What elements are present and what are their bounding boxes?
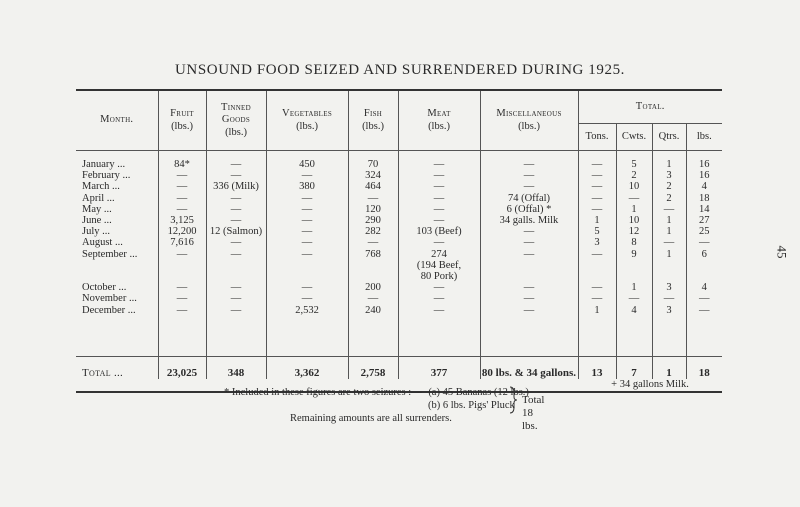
misc-cell: — bbox=[480, 249, 578, 260]
fruit-cell: — bbox=[158, 170, 206, 181]
veg-cell: — bbox=[266, 170, 348, 181]
cwts-cell: 9 bbox=[616, 249, 652, 260]
tinned-cell: — bbox=[206, 159, 266, 170]
table-row bbox=[76, 305, 722, 316]
total-meat: 377 bbox=[398, 356, 480, 379]
total-fruit: 23,025 bbox=[158, 356, 206, 379]
lbs-cell: 14 bbox=[686, 204, 722, 215]
header-fish: Fish (lbs.) bbox=[348, 90, 398, 151]
table-row bbox=[76, 260, 722, 271]
table-row bbox=[76, 181, 722, 192]
meat-cell: — bbox=[398, 170, 480, 181]
veg-cell bbox=[266, 271, 348, 282]
qtrs-cell: 1 bbox=[652, 159, 686, 170]
month-cell: July ... bbox=[82, 226, 111, 238]
table-row bbox=[76, 237, 722, 248]
meat-cell: — bbox=[398, 282, 480, 293]
table-row bbox=[76, 271, 722, 282]
fish-cell: — bbox=[348, 293, 398, 304]
lbs-cell: 4 bbox=[686, 282, 722, 293]
cwts-cell: 2 bbox=[616, 170, 652, 181]
qtrs-cell: 2 bbox=[652, 193, 686, 204]
header-qtrs: Qtrs. bbox=[652, 124, 686, 151]
cwts-cell: 10 bbox=[616, 215, 652, 226]
qtrs-cell: — bbox=[652, 237, 686, 248]
lbs-cell: 6 bbox=[686, 249, 722, 260]
misc-cell bbox=[480, 260, 578, 271]
fruit-cell: — bbox=[158, 193, 206, 204]
cwts-cell: 1 bbox=[616, 282, 652, 293]
veg-cell bbox=[266, 260, 348, 271]
tons-cell: — bbox=[578, 204, 616, 215]
footnote-item-b: (b) 6 lbs. Pigs' Pluck bbox=[428, 400, 515, 411]
fish-cell: 282 bbox=[348, 226, 398, 237]
veg-cell: — bbox=[266, 293, 348, 304]
misc-cell: — bbox=[480, 237, 578, 248]
month-cell: February ... bbox=[82, 170, 131, 182]
tinned-cell: — bbox=[206, 237, 266, 248]
fish-cell: 200 bbox=[348, 282, 398, 293]
fruit-cell bbox=[158, 271, 206, 282]
tinned-cell: — bbox=[206, 193, 266, 204]
month-cell: September ... bbox=[82, 248, 138, 260]
meat-cell: 103 (Beef) bbox=[398, 226, 480, 237]
veg-cell: 450 bbox=[266, 159, 348, 170]
veg-cell: 380 bbox=[266, 181, 348, 192]
tinned-cell: — bbox=[206, 282, 266, 293]
total-label: Total ... bbox=[76, 356, 158, 379]
lbs-cell: — bbox=[686, 305, 722, 316]
month-cell: March ... bbox=[82, 181, 120, 193]
veg-cell: — bbox=[266, 226, 348, 237]
header-total: Total. bbox=[578, 90, 722, 124]
veg-cell: — bbox=[266, 215, 348, 226]
fish-cell: 240 bbox=[348, 305, 398, 316]
table-row bbox=[76, 226, 722, 237]
header-tinned-goods: Tinned Goods (lbs.) bbox=[206, 90, 266, 151]
fish-cell: — bbox=[348, 237, 398, 248]
qtrs-cell: 1 bbox=[652, 249, 686, 260]
misc-cell bbox=[480, 271, 578, 282]
qtrs-cell bbox=[652, 271, 686, 282]
cwts-cell: 5 bbox=[616, 159, 652, 170]
meat-cell: — bbox=[398, 237, 480, 248]
total-row bbox=[76, 356, 722, 379]
month-cell: January ... bbox=[82, 159, 126, 170]
total-tons: 13 bbox=[578, 356, 616, 379]
total-fish: 2,758 bbox=[348, 356, 398, 379]
tinned-cell: — bbox=[206, 204, 266, 215]
veg-cell: — bbox=[266, 237, 348, 248]
veg-cell: — bbox=[266, 282, 348, 293]
lbs-cell: 16 bbox=[686, 170, 722, 181]
month-cell: December ... bbox=[82, 304, 136, 316]
misc-cell: 74 (Offal) bbox=[480, 193, 578, 204]
fish-cell: 290 bbox=[348, 215, 398, 226]
tons-cell: — bbox=[578, 181, 616, 192]
header-vegetables: Vegetables (lbs.) bbox=[266, 90, 348, 151]
qtrs-cell: 3 bbox=[652, 282, 686, 293]
lbs-cell: — bbox=[686, 237, 722, 248]
footnote bbox=[224, 386, 545, 432]
meat-cell: — bbox=[398, 204, 480, 215]
footnote-intro: * Included in these figures are two seizures :— (a) 45 Bananas (12 lbs.) bbox=[224, 387, 529, 398]
tons-cell: 1 bbox=[578, 215, 616, 226]
header-fruit: Fruit (lbs.) bbox=[158, 90, 206, 151]
cwts-cell: 8 bbox=[616, 237, 652, 248]
qtrs-cell: 1 bbox=[652, 226, 686, 237]
fruit-cell: — bbox=[158, 282, 206, 293]
fruit-cell: 7,616 bbox=[158, 237, 206, 248]
misc-cell: 6 (Offal) * bbox=[480, 204, 578, 215]
month-cell: June ... bbox=[82, 215, 112, 227]
header-cwts: Cwts. bbox=[616, 124, 652, 151]
table-row bbox=[76, 215, 722, 226]
tons-cell: — bbox=[578, 293, 616, 304]
page-number: 45 bbox=[774, 245, 790, 259]
month-cell: August ... bbox=[82, 237, 123, 249]
tinned-cell: — bbox=[206, 215, 266, 226]
tons-cell: — bbox=[578, 159, 616, 170]
veg-cell: — bbox=[266, 249, 348, 260]
meat-cell: — bbox=[398, 181, 480, 192]
lbs-cell: 27 bbox=[686, 215, 722, 226]
tons-cell: — bbox=[578, 249, 616, 260]
table-row bbox=[76, 170, 722, 181]
month-cell: May ... bbox=[82, 203, 112, 215]
misc-cell: — bbox=[480, 282, 578, 293]
misc-cell: — bbox=[480, 293, 578, 304]
qtrs-cell: 3 bbox=[652, 305, 686, 316]
header-tons: Tons. bbox=[578, 124, 616, 151]
header-meat: Meat (lbs.) bbox=[398, 90, 480, 151]
misc-cell: — bbox=[480, 305, 578, 316]
total-misc: 80 lbs. & 34 gallons. bbox=[480, 356, 578, 379]
fish-cell: 464 bbox=[348, 181, 398, 192]
lbs-cell: 25 bbox=[686, 226, 722, 237]
tons-cell: 5 bbox=[578, 226, 616, 237]
tons-cell bbox=[578, 271, 616, 282]
lbs-cell: — bbox=[686, 293, 722, 304]
cwts-cell: — bbox=[616, 193, 652, 204]
tons-cell bbox=[578, 260, 616, 271]
qtrs-cell bbox=[652, 260, 686, 271]
cwts-cell: — bbox=[616, 293, 652, 304]
table-row bbox=[76, 293, 722, 304]
header-lbs: lbs. bbox=[686, 124, 722, 151]
tinned-cell bbox=[206, 271, 266, 282]
table-row bbox=[76, 204, 722, 215]
veg-cell: 2,532 bbox=[266, 305, 348, 316]
fruit-cell: 84* bbox=[158, 159, 206, 170]
fruit-cell: — bbox=[158, 305, 206, 316]
qtrs-cell: — bbox=[652, 204, 686, 215]
month-cell: April ... bbox=[82, 192, 115, 204]
header-month: Month. bbox=[76, 90, 158, 151]
tinned-cell bbox=[206, 260, 266, 271]
misc-cell: 34 galls. Milk bbox=[480, 215, 578, 226]
month-cell: November ... bbox=[82, 293, 137, 305]
fish-cell: 768 bbox=[348, 249, 398, 260]
fruit-cell: — bbox=[158, 204, 206, 215]
fruit-cell: — bbox=[158, 181, 206, 192]
meat-cell: 274 bbox=[398, 249, 480, 260]
cwts-cell: 10 bbox=[616, 181, 652, 192]
fish-cell bbox=[348, 271, 398, 282]
meat-cell: — bbox=[398, 193, 480, 204]
tons-cell: 1 bbox=[578, 305, 616, 316]
fruit-cell: 3,125 bbox=[158, 215, 206, 226]
meat-cell: — bbox=[398, 305, 480, 316]
total-milk-note: + 34 gallons Milk. bbox=[578, 379, 722, 392]
cwts-cell bbox=[616, 260, 652, 271]
table-row bbox=[76, 282, 722, 293]
tinned-cell: — bbox=[206, 170, 266, 181]
meat-cell: (194 Beef, bbox=[398, 260, 480, 271]
tinned-cell: — bbox=[206, 293, 266, 304]
lbs-cell: 16 bbox=[686, 159, 722, 170]
month-cell bbox=[76, 271, 158, 282]
qtrs-cell: 2 bbox=[652, 181, 686, 192]
qtrs-cell: — bbox=[652, 293, 686, 304]
fish-cell: 70 bbox=[348, 159, 398, 170]
tinned-cell: 336 (Milk) bbox=[206, 181, 266, 192]
misc-cell: — bbox=[480, 226, 578, 237]
food-seized-table bbox=[76, 89, 722, 393]
lbs-cell: 18 bbox=[686, 193, 722, 204]
footnote-remaining: Remaining amounts are all surrenders. bbox=[290, 413, 452, 424]
fruit-cell: — bbox=[158, 293, 206, 304]
table-row bbox=[76, 159, 722, 170]
table-row bbox=[76, 249, 722, 260]
footnote-item-a: (a) 45 Bananas (12 lbs.) bbox=[428, 387, 529, 398]
total-lbs: 18 bbox=[686, 356, 722, 379]
meat-cell: — bbox=[398, 215, 480, 226]
cwts-cell: 1 bbox=[616, 204, 652, 215]
fruit-cell: 12,200 bbox=[158, 226, 206, 237]
cwts-cell bbox=[616, 271, 652, 282]
fish-cell: 324 bbox=[348, 170, 398, 181]
lbs-cell bbox=[686, 271, 722, 282]
meat-cell: — bbox=[398, 293, 480, 304]
total-qtrs: 1 bbox=[652, 356, 686, 379]
footnote-total: Total 18 lbs. bbox=[522, 394, 545, 432]
fish-cell bbox=[348, 260, 398, 271]
table-row bbox=[76, 193, 722, 204]
veg-cell: — bbox=[266, 193, 348, 204]
lbs-cell: 4 bbox=[686, 181, 722, 192]
tinned-cell: 12 (Salmon) bbox=[206, 226, 266, 237]
tons-cell: — bbox=[578, 193, 616, 204]
misc-cell: — bbox=[480, 159, 578, 170]
month-cell bbox=[76, 260, 158, 271]
total-cwts: 7 bbox=[616, 356, 652, 379]
tons-cell: — bbox=[578, 170, 616, 181]
meat-cell: — bbox=[398, 159, 480, 170]
month-cell: October ... bbox=[82, 282, 127, 294]
tons-cell: — bbox=[578, 282, 616, 293]
cwts-cell: 4 bbox=[616, 305, 652, 316]
fish-cell: — bbox=[348, 193, 398, 204]
veg-cell: — bbox=[266, 204, 348, 215]
tinned-cell: — bbox=[206, 305, 266, 316]
lbs-cell bbox=[686, 260, 722, 271]
qtrs-cell: 1 bbox=[652, 215, 686, 226]
cwts-cell: 12 bbox=[616, 226, 652, 237]
tinned-cell: — bbox=[206, 249, 266, 260]
meat-cell: 80 Pork) bbox=[398, 271, 480, 282]
qtrs-cell: 3 bbox=[652, 170, 686, 181]
header-miscellaneous: Miscellaneous (lbs.) bbox=[480, 90, 578, 151]
misc-cell: — bbox=[480, 170, 578, 181]
total-tinned: 348 bbox=[206, 356, 266, 379]
fruit-cell bbox=[158, 260, 206, 271]
fruit-cell: — bbox=[158, 249, 206, 260]
fish-cell: 120 bbox=[348, 204, 398, 215]
total-vegetables: 3,362 bbox=[266, 356, 348, 379]
brace-icon bbox=[508, 386, 518, 414]
tons-cell: 3 bbox=[578, 237, 616, 248]
page-title: UNSOUND FOOD SEIZED AND SURRENDERED DURING 1925. bbox=[174, 62, 626, 78]
misc-cell: — bbox=[480, 181, 578, 192]
